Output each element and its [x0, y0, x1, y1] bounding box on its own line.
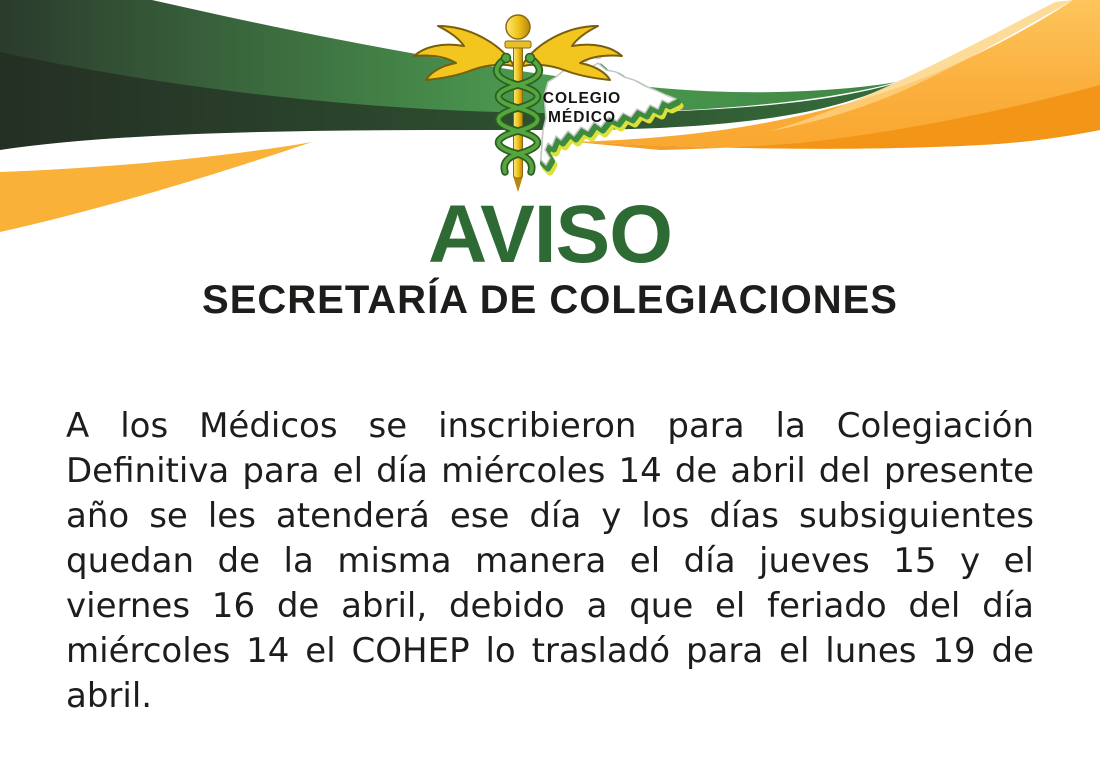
caduceus-collar — [505, 41, 531, 48]
logo-line2: MÉDICO — [548, 109, 616, 126]
logo-line1: COLEGIO — [542, 90, 622, 107]
notice-title: AVISO — [427, 189, 673, 280]
caduceus-ball — [506, 15, 530, 39]
notice-subtitle: SECRETARÍA DE COLEGIACIONES — [202, 278, 898, 322]
notice-body: A los Médicos se inscribieron para la Colegiación Definitiva para el día miércoles 14 de abril del presente año se les atenderá ese día y los días subsiguientes quedan de la misma manera el día jueves 15 y el viernes 16 de abril, debido a que el feriado del día miércoles 14 el COHEP lo trasladó para el lunes 19 de abril. — [66, 406, 1034, 716]
logo-wordmark — [512, 89, 652, 127]
